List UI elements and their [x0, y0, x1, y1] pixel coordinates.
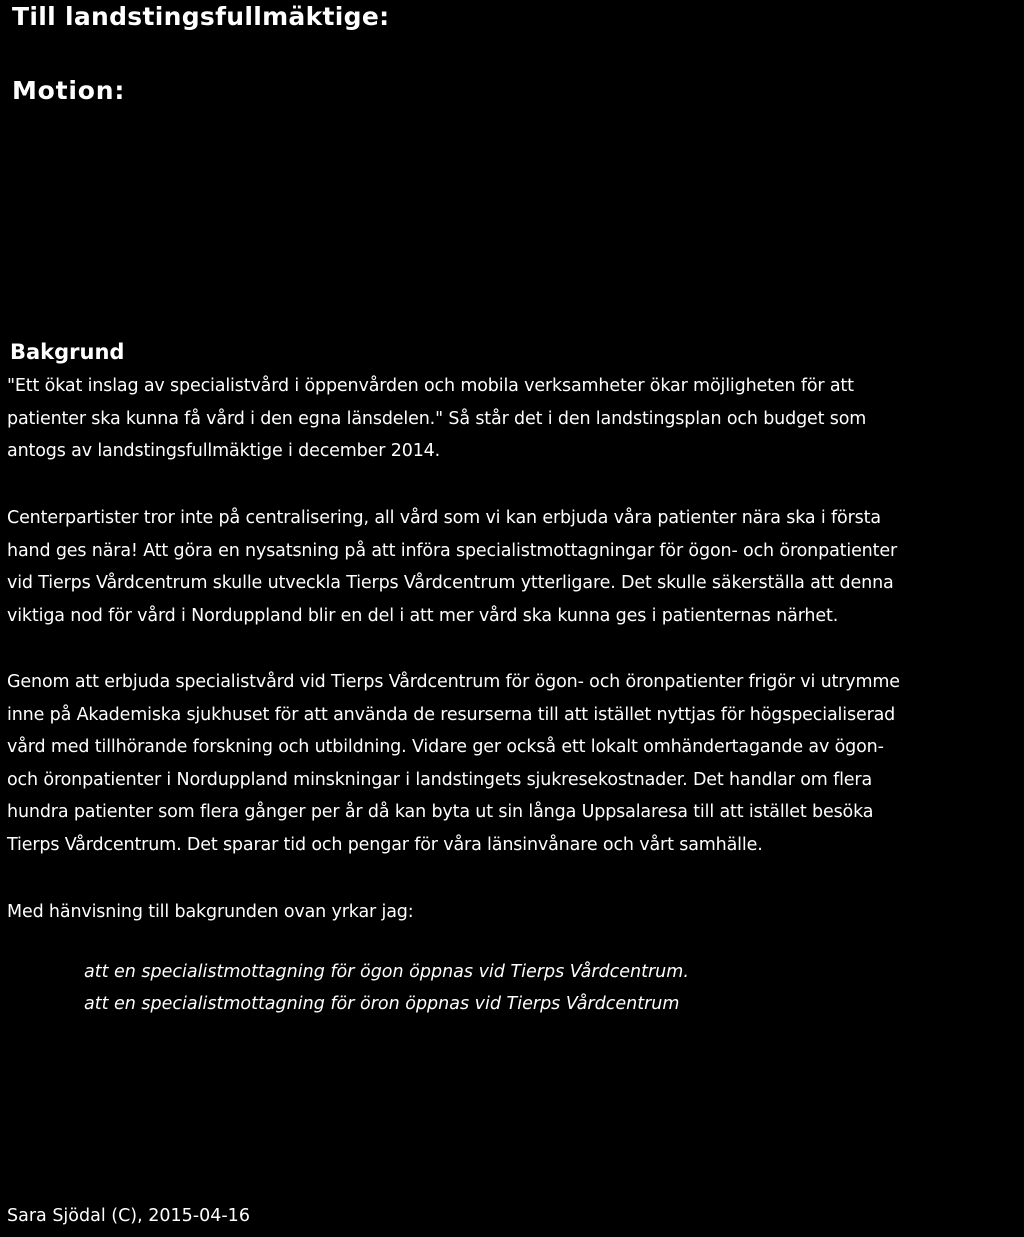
- paragraph-line: Med hänvisning till bakgrunden ovan yrkar jag:: [7, 902, 414, 922]
- document-type: Motion:: [12, 76, 126, 105]
- paragraph-line: inne på Akademiska sjukhuset för att använda de resurserna till att istället nyttjas för högspecialiserad: [7, 704, 896, 725]
- paragraph-line: hundra patienter som flera gånger per år då kan byta ut sin långa Uppsalaresa till att istället besöka: [7, 802, 874, 822]
- addressee: Till landstingsfullmäktige:: [12, 2, 390, 31]
- proposal-item: att en specialistmottagning för öron öppnas vid Tierps Vårdcentrum: [84, 994, 680, 1014]
- paragraph-line: Tierps Vårdcentrum. Det sparar tid och pengar för våra länsinvånare och vårt samhälle.: [7, 834, 763, 855]
- paragraph-line: och öronpatienter i Norduppland minskningar i landstingets sjukresekostnader. Det handlar om flera: [7, 769, 873, 790]
- paragraph-line: Centerpartister tror inte på centralisering, all vård som vi kan erbjuda våra patienter nära ska i första: [7, 508, 881, 528]
- paragraph-4: [7, 896, 1024, 929]
- signature: Sara Sjödal (C), 2015-04-16: [7, 1206, 250, 1226]
- paragraph-line: hand ges nära! Att göra en nysatsning på att införa specialistmottagningar för ögon- och öronpatienter: [7, 540, 898, 561]
- paragraph-line: viktiga nod för vård i Norduppland blir en del i att mer vård ska kunna ges i patienternas närhet.: [7, 605, 839, 626]
- paragraph-line: vid Tierps Vårdcentrum skulle utveckla Tierps Vårdcentrum ytterligare. Det skulle säkerställa att denna: [7, 573, 894, 593]
- paragraph-line: antogs av landstingsfullmäktige i december 2014.: [7, 441, 441, 461]
- paragraph-line: Genom att erbjuda specialistvård vid Tierps Vårdcentrum för ögon- och öronpatienter frigör vi utrymme: [7, 672, 900, 692]
- paragraph-2: [7, 502, 1024, 632]
- paragraph-1: [7, 370, 1024, 468]
- section-heading-background: Bakgrund: [10, 340, 125, 364]
- paragraph-line: "Ett ökat inslag av specialistvård i öppenvården och mobila verksamheter ökar möjligheten för att: [7, 376, 854, 396]
- proposals-list: [84, 956, 689, 1020]
- paragraph-3: [7, 666, 1024, 861]
- paragraph-line: patienter ska kunna få vård i den egna länsdelen." Så står det i den landstingsplan och budget som: [7, 408, 867, 429]
- paragraph-line: vård med tillhörande forskning och utbildning. Vidare ger också ett lokalt omhändertagande av ögon-: [7, 737, 884, 757]
- proposal-item: att en specialistmottagning för ögon öppnas vid Tierps Vårdcentrum.: [84, 962, 689, 982]
